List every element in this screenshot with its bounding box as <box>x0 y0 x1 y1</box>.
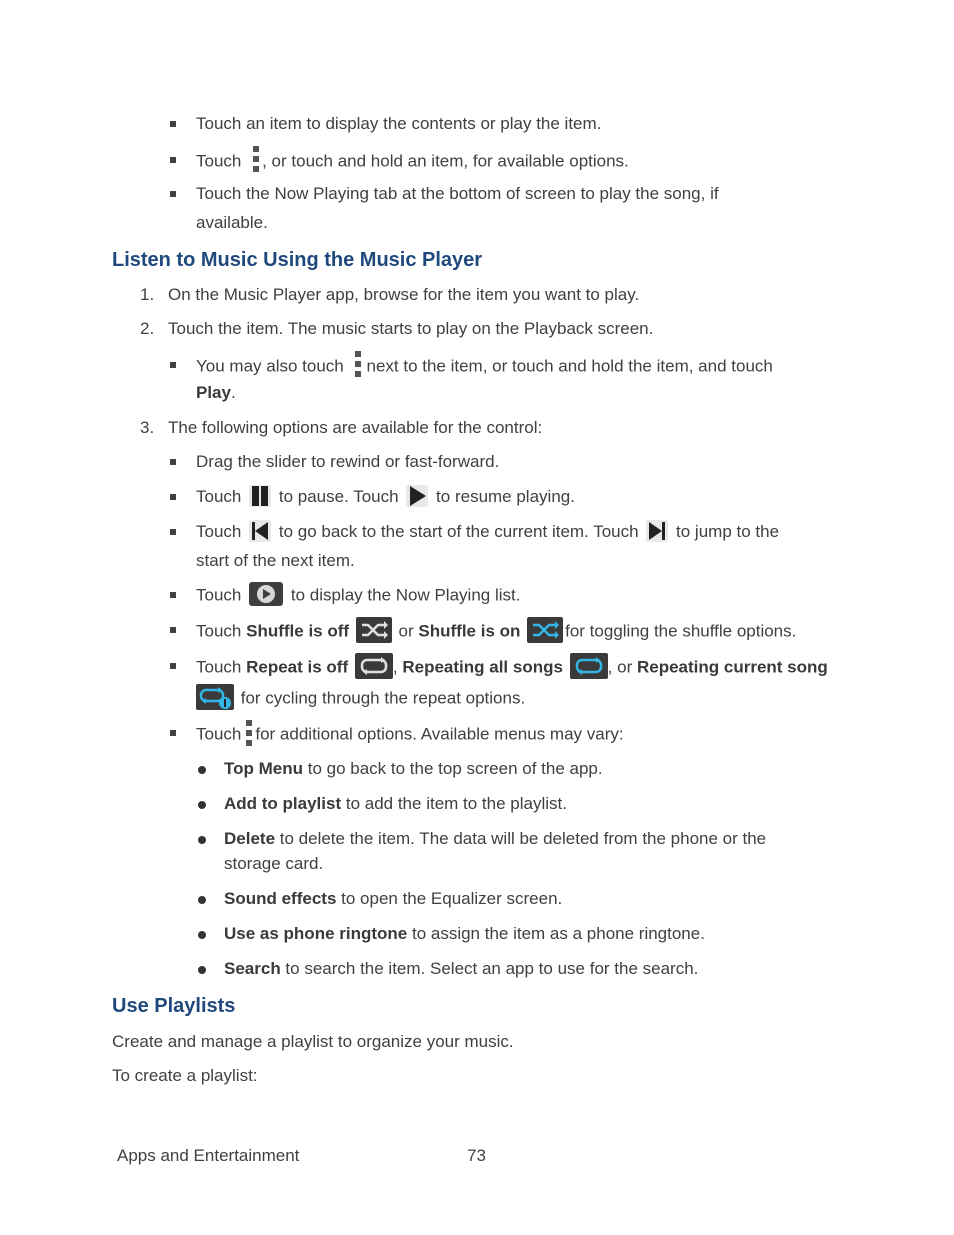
bullet-marker <box>170 459 176 465</box>
repeat-off-icon <box>355 653 393 679</box>
menu-item: Top Menu to go back to the top screen of the app. <box>224 759 603 778</box>
previous-track-icon <box>249 520 271 542</box>
bullet-marker <box>170 494 176 500</box>
step-number: 2. <box>140 319 155 338</box>
step-number: 1. <box>140 285 155 304</box>
footer-section: Apps and Entertainment <box>117 1146 300 1165</box>
menu-item: Search to search the item. Select an app to use for the search. <box>224 959 699 978</box>
menu-item: Add to playlist to add the item to the playlist. <box>224 794 567 813</box>
round-bullet <box>198 931 206 939</box>
bullet-text: You may also touch next to the item, or touch and hold the item, and touch <box>196 354 773 380</box>
round-bullet <box>198 896 206 904</box>
next-track-icon <box>646 520 668 542</box>
step-text: Touch the item. The music starts to play on the Playback screen. <box>168 319 654 338</box>
bullet-text: Touch the Now Playing tab at the bottom of screen to play the song, if <box>196 184 719 203</box>
menu-kebab-icon <box>354 351 362 377</box>
bullet-text: Touch an item to display the contents or play the item. <box>196 114 602 133</box>
bullet-text-cont: for cycling through the repeat options. <box>196 686 525 712</box>
bullet-marker <box>170 592 176 598</box>
bullet-text: Touch to display the Now Playing list. <box>196 584 520 608</box>
bullet-text-cont: available. <box>196 213 268 232</box>
pause-icon <box>249 485 271 507</box>
round-bullet <box>198 801 206 809</box>
paragraph: Create and manage a playlist to organize your music. <box>112 1032 514 1051</box>
repeat-one-icon <box>196 684 234 710</box>
bullet-marker <box>170 730 176 736</box>
step-text: On the Music Player app, browse for the item you want to play. <box>168 285 640 304</box>
page-number: 73 <box>467 1146 486 1165</box>
round-bullet <box>198 766 206 774</box>
shuffle-on-icon <box>527 617 563 643</box>
bullet-text: Touch Repeat is off , Repeating all songs , or Repeating current song <box>196 655 828 681</box>
menu-item-cont: storage card. <box>224 854 324 873</box>
bullet-text: Touch for additional options. Available menus may vary: <box>196 722 624 748</box>
round-bullet <box>198 836 206 844</box>
bullet-text-cont: start of the next item. <box>196 551 355 570</box>
round-bullet <box>198 966 206 974</box>
bullet-marker <box>170 191 176 197</box>
bullet-marker <box>170 529 176 535</box>
menu-kebab-icon <box>252 146 260 172</box>
bullet-text: Touch to go back to the start of the current item. Touch to jump to the <box>196 521 779 544</box>
menu-kebab-icon <box>245 720 253 746</box>
menu-item: Delete to delete the item. The data will be deleted from the phone or the <box>224 829 767 848</box>
bullet-marker <box>170 627 176 633</box>
play-icon <box>406 485 428 507</box>
shuffle-off-icon <box>356 617 392 643</box>
section-heading: Listen to Music Using the Music Player <box>112 249 483 271</box>
bullet-text: Touch , or touch and hold an item, for available options. <box>196 149 629 175</box>
bullet-marker <box>170 121 176 127</box>
bullet-marker <box>170 157 176 163</box>
bullet-marker <box>170 663 176 669</box>
bullet-text-cont: Play. <box>196 383 236 402</box>
bullet-text: Touch Shuffle is off or Shuffle is on for toggling the shuffle options. <box>196 619 796 645</box>
menu-item: Sound effects to open the Equalizer screen. <box>224 889 563 908</box>
paragraph: To create a playlist: <box>112 1066 258 1085</box>
bullet-marker <box>170 362 176 368</box>
bullet-text: Touch to pause. Touch to resume playing. <box>196 486 575 509</box>
section-heading: Use Playlists <box>112 995 236 1017</box>
now-playing-list-icon <box>249 582 283 606</box>
step-text: The following options are available for the control: <box>168 418 543 437</box>
bullet-text: Drag the slider to rewind or fast-forward. <box>196 452 500 471</box>
menu-item: Use as phone ringtone to assign the item as a phone ringtone. <box>224 924 705 943</box>
step-number: 3. <box>140 418 155 437</box>
repeat-all-icon <box>570 653 608 679</box>
